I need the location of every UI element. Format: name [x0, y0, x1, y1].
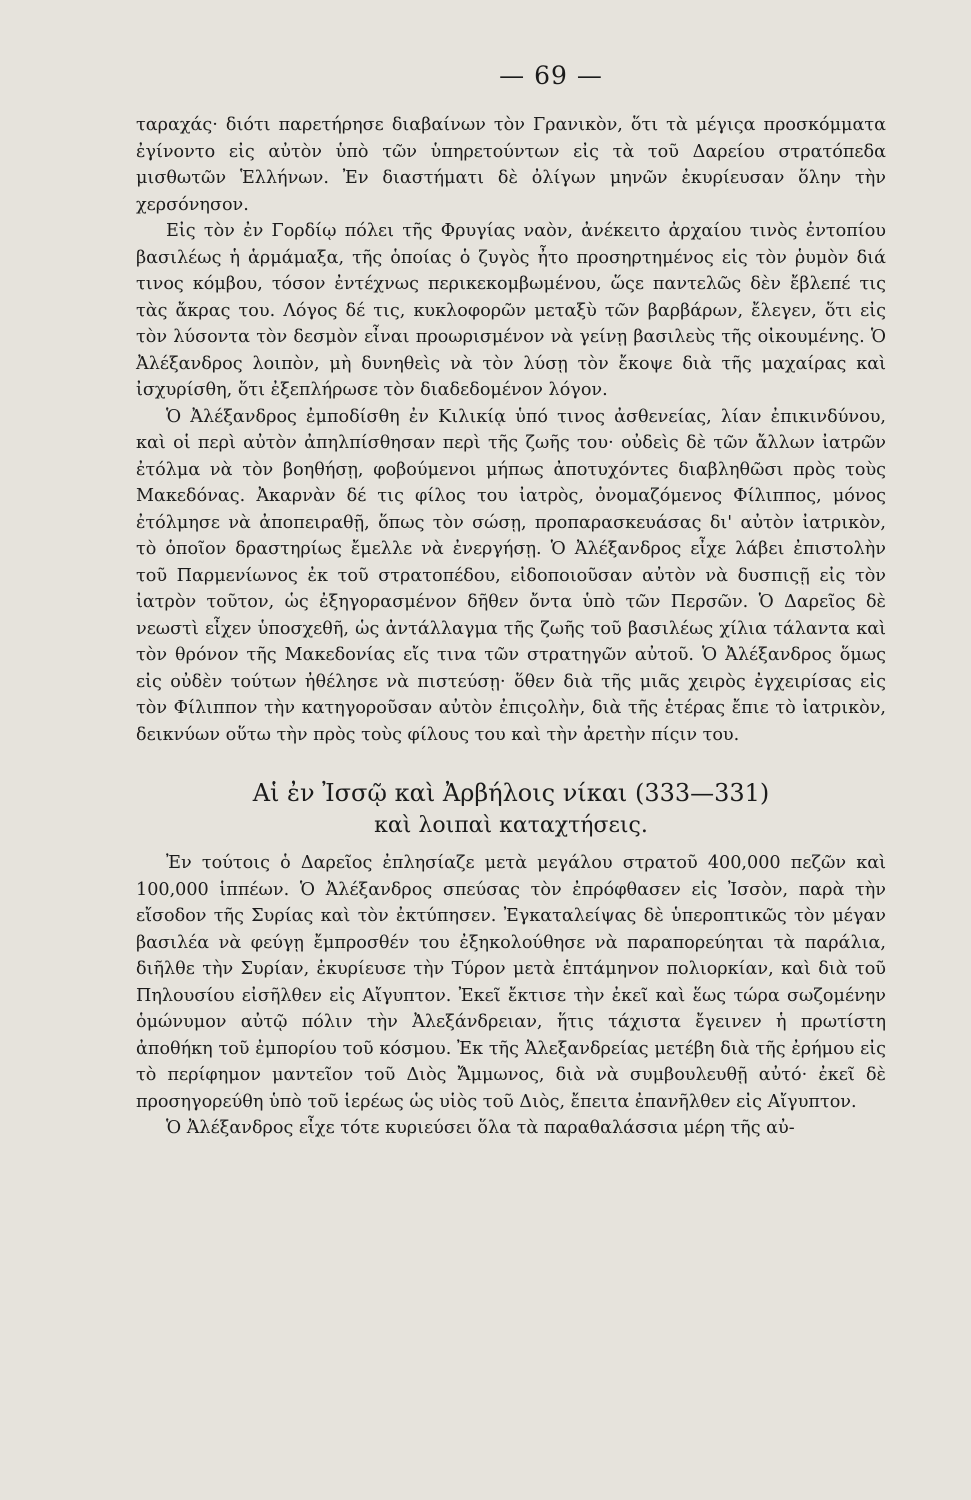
paragraph-4: Ἐν τούτοις ὁ Δαρεῖος ἐπλησίαζε μετὰ μεγάλου στρατοῦ 400,000 πεζῶν καὶ 100,000 ἱππέων. Ὁ Ἀλέξανδρος σπεύσας τὸν ἐπρόφθασεν εἰς Ἰσσὸν, παρὰ τὴν εἴσοδον τῆς Συρίας καὶ τὸν ἐκτύπησεν. Ἐγκαταλείψας δὲ ὑπεροπτικῶς τὸν μέγαν βασιλέα νὰ φεύγῃ ἔμπροσθέν του ἐξηκολούθησε νὰ παραπορεύηται τὰ παράλια, διῆλθε τὴν Συρίαν, ἐκυρίευσε τὴν Τύρον μετὰ ἑπτάμηνον πολιορκίαν, καὶ διὰ τοῦ Πηλουσίου εἰσῆλθεν εἰς Αἴγυπτον. Ἐκεῖ ἔκτισε τὴν ἐκεῖ καὶ ἕως τώρα σωζομένην ὁμώνυμον αὐτῷ πόλιν τὴν Ἀλεξάνδρειαν, ἥτις τάχιστα ἔγεινεν ἡ πρωτίστη ἀποθήκη τοῦ ἐμπορίου τοῦ κόσμου. Ἐκ τῆς Ἀλεξανδρείας μετέβη διὰ τῆς ἐρήμου εἰς τὸ περίφημον μαντεῖον τοῦ Διὸς Ἄμμωνος, διὰ νὰ συμβουλευθῇ αὐτό· ἐκεῖ δὲ προσηγορεύθη ὑπὸ τοῦ ἱερέως ὡς υἱὸς τοῦ Διὸς, ἔπειτα ἐπανῆλθεν εἰς Αἴγυπτον.	[136, 853, 886, 1112]
paragraph-3: Ὁ Ἀλέξανδρος ἐμποδίσθη ἐν Κιλικίᾳ ὑπό τινος ἀσθενείας, λίαν ἐπικινδύνου, καὶ οἱ περὶ αὐτὸν ἀπηλπίσθησαν περὶ τῆς ζωῆς του· οὐδεὶς δὲ τῶν ἄλλων ἰατρῶν ἐτόλμα νὰ τὸν βοηθήσῃ, φοβούμενοι μήπως ἀποτυχόντες διαβληθῶσι πρὸς τοὺς Μακεδόνας. Ἀκαρνὰν δέ τις φίλος του ἰατρὸς, ὀνομαζόμενος Φίλιππος, μόνος ἐτόλμησε νὰ ἀποπειραθῇ, ὅπως τὸν σώσῃ, προπαρασκευάσας δι' αὐτὸν ἰατρικὸν, τὸ ὁποῖον δραστηρίως ἔμελλε νὰ ἐνεργήσῃ. Ὁ Ἀλέξανδρος εἶχε λάβει ἐπιστολὴν τοῦ Παρμενίωνος ἐκ τοῦ στρατοπέδου, εἰδοποιοῦσαν αὐτὸν νὰ δυσπιςῇ εἰς τὸν ἰατρὸν τοῦτον, ὡς ἐξηγορασμένον δῆθεν ὄντα ὑπὸ τῶν Περσῶν. Ὁ Δαρεῖος δὲ νεωστὶ εἶχεν ὑποσχεθῆ, ὡς ἀντάλλαγμα τῆς ζωῆς τοῦ βασιλέως χίλια τάλαντα καὶ τὸν θρόνον τῆς Μακεδονίας εἴς τινα τῶν στρατηγῶν αὐτοῦ. Ὁ Ἀλέξανδρος ὅμως εἰς οὐδὲν τούτων ἠθέλησε νὰ πιστεύσῃ· ὅθεν διὰ τῆς μιᾶς χειρὸς ἐγχειρίσας εἰς τὸν Φίλιππον τὴν κατηγοροῦσαν αὐτὸν ἐπιςολὴν, διὰ τῆς ἑτέρας ἔπιε τὸ ἰατρικὸν, δεικνύων οὕτω τὴν πρὸς τοὺς φίλους του καὶ τὴν ἀρετὴν πίςιν του.	[136, 406, 886, 745]
paragraph-2: Εἰς τὸν ἐν Γορδίῳ πόλει τῆς Φρυγίας ναὸν, ἀνέκειτο ἀρχαίου τινὸς ἐντοπίου βασιλέως ἡ ἁρμάμαξα, τῆς ὁποίας ὁ ζυγὸς ἦτο προσηρτημένος εἰς τὸν ῥυμὸν διά τινος κόμβου, τόσον ἐντέχνως περικεκομβωμένου, ὥςε παντελῶς δὲν ἔβλεπέ τις τὰς ἄκρας του. Λόγος δέ τις, κυκλοφορῶν μεταξὺ τῶν βαρβάρων, ἔλεγεν, ὅτι εἰς τὸν λύσοντα τὸν δεσμὸν εἶναι προωρισμένον νὰ γείνῃ βασιλεὺς τῆς οἰκουμένης. Ὁ Ἀλέξανδρος λοιπὸν, μὴ δυνηθεὶς νὰ τὸν λύσῃ τὸν ἔκοψε διὰ τῆς μαχαίρας καὶ ἰσχυρίσθη, ὅτι ἐξεπλήρωσε τὸν διαδεδομένον λόγον.	[136, 221, 886, 400]
paragraph-1: ταραχάς· διότι παρετήρησε διαβαίνων τὸν Γρανικὸν, ὅτι τὰ μέγιςα προσκόμματα ἐγίνοντο εἰς αὐτὸν ὑπὸ τῶν ὑπηρετούντων εἰς τὰ τοῦ Δαρείου στρατόπεδα μισθωτῶν Ἑλλήνων. Ἐν διαστήματι δὲ ὀλίγων μηνῶν ἐκυρίευσαν ὅλην τὴν χερσόνησον.	[136, 115, 886, 215]
section-heading-line-1: Αἱ ἐν Ἰσσῷ καὶ Ἀρβήλοις νίκαι (333—331)	[252, 779, 770, 807]
section-heading-line-2: καὶ λοιπαὶ καταχτήσεις.	[374, 813, 648, 838]
page-number: — 69 —	[499, 61, 603, 90]
paragraph-5: Ὁ Ἀλέξανδρος εἶχε τότε κυριεύσει ὅλα τὰ παραθαλάσσια μέρη τῆς αὐ-	[166, 1118, 795, 1138]
section-heading	[136, 776, 886, 842]
